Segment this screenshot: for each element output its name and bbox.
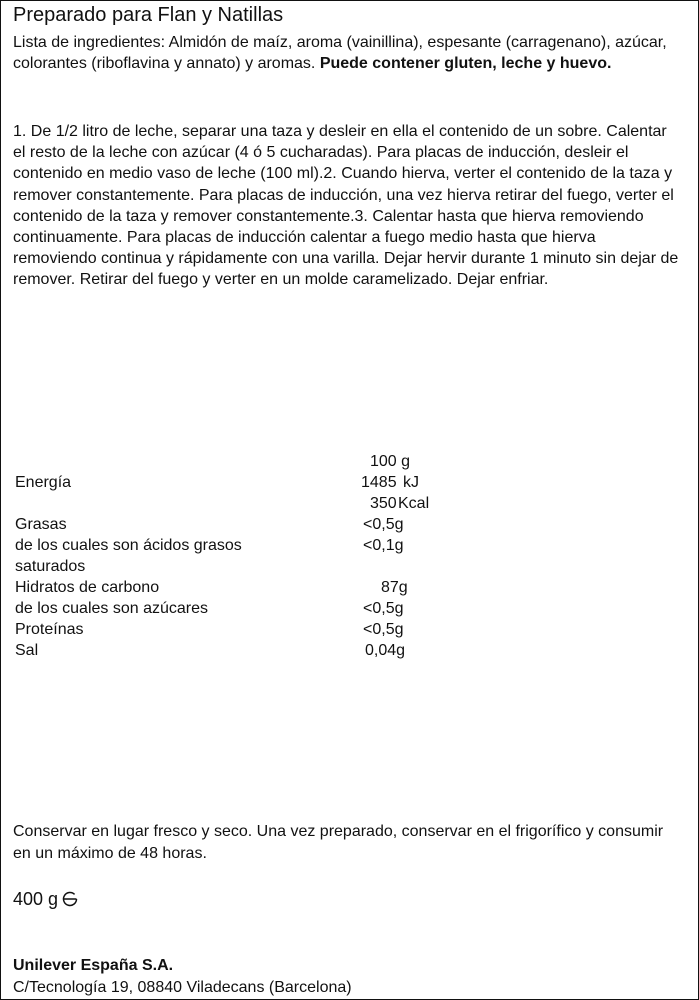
product-title: Preparado para Flan y Natillas xyxy=(13,4,284,26)
allergen-warning: Puede contener gluten, leche y huevo. xyxy=(319,55,612,72)
preparation-instructions: 1. De 1/2 litro de leche, separar una taza y desleir en ella el contenido de un sobre. Calentar el resto de la leche con azúcar (4 ó 5 cucharadas). Para placas de inducción, desleir el contenido en medio vaso de leche (100 ml).2. Cuando hierva, verter el contenido de la taza y remover constantemente. Para placas de inducción, una vez hierva retirar del fuego, verter el contenido de la taza y remover constantemente.3. Calentar hasta que hierva removiendo continuamente. Para placas de inducción calentar a fuego medio hasta que hierva removiendo continua y rápidamente con una varilla. Dejar hervir durante 1 minuto sin dejar de remover. Retirar del fuego y verter en un molde caramelizado. Dejar enfriar. xyxy=(13,123,679,289)
salt-value: 0,04g xyxy=(365,642,406,659)
company-name: Unilever España S.A. xyxy=(13,957,174,974)
sugars-value: <0,5g xyxy=(363,600,404,617)
storage-instructions: Conservar en lugar fresco y seco. Una vez preparado, conservar en el frigorífico y consumir en un máximo de 48 horas. xyxy=(13,823,664,862)
saturated-value: <0,1g xyxy=(363,537,404,554)
fat-value: <0,5g xyxy=(363,516,404,533)
fat-label: Grasas xyxy=(15,516,67,533)
energy-kcal-unit: Kcal xyxy=(398,495,430,512)
protein-value: <0,5g xyxy=(363,621,404,638)
company-address: C/Tecnología 19, 08840 Viladecans (Barcelona) xyxy=(13,979,352,996)
nutrition-per-header: 100 g xyxy=(370,453,411,470)
protein-label: Proteínas xyxy=(15,621,84,638)
carbs-label: Hidratos de carbono xyxy=(15,579,160,596)
energy-kcal-value: 350 xyxy=(370,495,397,512)
energy-label: Energía xyxy=(15,474,72,491)
sugars-label: de los cuales son azúcares xyxy=(15,600,208,617)
ingredients-list: Lista de ingredientes: Almidón de maíz, aroma (vainillina), espesante (carragenano), azúcar, colorantes (riboflavina y annato) y aromas. xyxy=(13,34,667,72)
ingredients-text xyxy=(13,32,683,74)
energy-kj-value: 1485 xyxy=(361,474,397,491)
saturated-label-line1: de los cuales son ácidos grasos xyxy=(15,537,242,554)
net-weight xyxy=(13,888,79,910)
carbs-value: 87g xyxy=(381,579,408,596)
energy-kj-unit: kJ xyxy=(403,474,419,491)
saturated-label-line2: saturados xyxy=(15,558,86,575)
salt-label: Sal xyxy=(15,642,39,659)
net-weight-value: 400 g xyxy=(13,889,59,909)
estimated-e-mark-icon xyxy=(61,890,79,908)
